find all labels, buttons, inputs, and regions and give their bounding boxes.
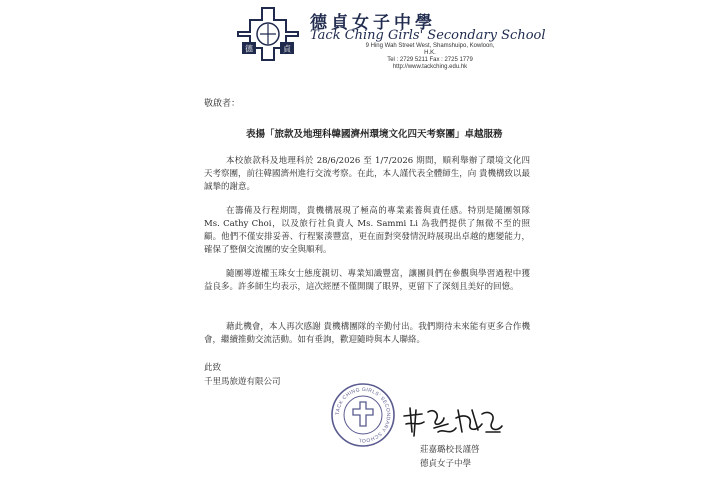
school-phone-fax: Tel : 2729 5211 Fax : 2725 1779: [387, 57, 473, 63]
paragraph-thanks: 藉此機會，本人再次感謝 貴機構團隊的辛勤付出。我們期待未來能有更多合作機會，繼續推動交流活動。如有垂詢，歡迎隨時與本人聯絡。: [204, 322, 530, 345]
logo-char-left: 德: [245, 44, 253, 54]
school-address: 9 Hing Wah Street West, Shamshuipo, Kowloon, H.K.: [365, 43, 495, 56]
school-name-english: Tack Ching Girls' Secondary School: [310, 28, 546, 43]
handwritten-signature: [398, 402, 506, 442]
logo-char-right: 貞: [283, 44, 291, 54]
closing: 此致: [204, 363, 222, 373]
signer-school: 德貞女子中學: [420, 459, 472, 469]
school-name-chinese: 德貞女子中學: [310, 13, 436, 33]
school-website: http://www.tackching.edu.hk: [392, 64, 468, 70]
salutation: 敬啟者：: [204, 99, 241, 109]
seal-ring-text: TACK CHING GIRLS' SECONDARY SCHOOL: [334, 386, 392, 444]
signer-title: 莊嘉璐校長謹啓: [420, 445, 480, 455]
letter-title: 表揚「旅款及地理科韓國濟州環境文化四天考察團」卓越服務: [246, 129, 503, 140]
paragraph-service-praise: 在籌備及行程期間，貴機構展現了極高的專業素養與責任感。特別是隨團領隊 Ms. Cathy Choi，以及旅行社負責人 Ms. Sammi Li 為我們提供了無微不至的照顧。他們不僅安排妥善、行程緊湊豐富，更在面對突發情況時展現出卓越的應變能力，確保了整個交流團的安全與順利。: [204, 206, 530, 255]
school-logo: [236, 6, 300, 62]
paragraph-introduction: 本校旅款科及地理科於 28/6/2026 至 1/7/2026 期間，順利舉辦了環境文化四天考察團，前往韓國濟州進行交流考察。在此，本人謹代表全體師生，向 貴機構致以最誠摯的謝意。: [204, 156, 530, 192]
paragraph-guide-praise: 隨團導遊權玉珠女士態度親切、專業知識豐富，讓團員們在參觀與學習過程中獲益良多。許多師生均表示，這次經歷不僅開闊了眼界，更留下了深刻且美好的回憶。: [204, 269, 530, 292]
recipient-company: 千里馬旅遊有限公司: [204, 377, 281, 387]
school-seal-stamp: [330, 382, 396, 448]
school-contact-block: [360, 43, 500, 71]
svg-text:TACK CHING GIRLS' SECONDARY SC: [335, 387, 391, 443]
